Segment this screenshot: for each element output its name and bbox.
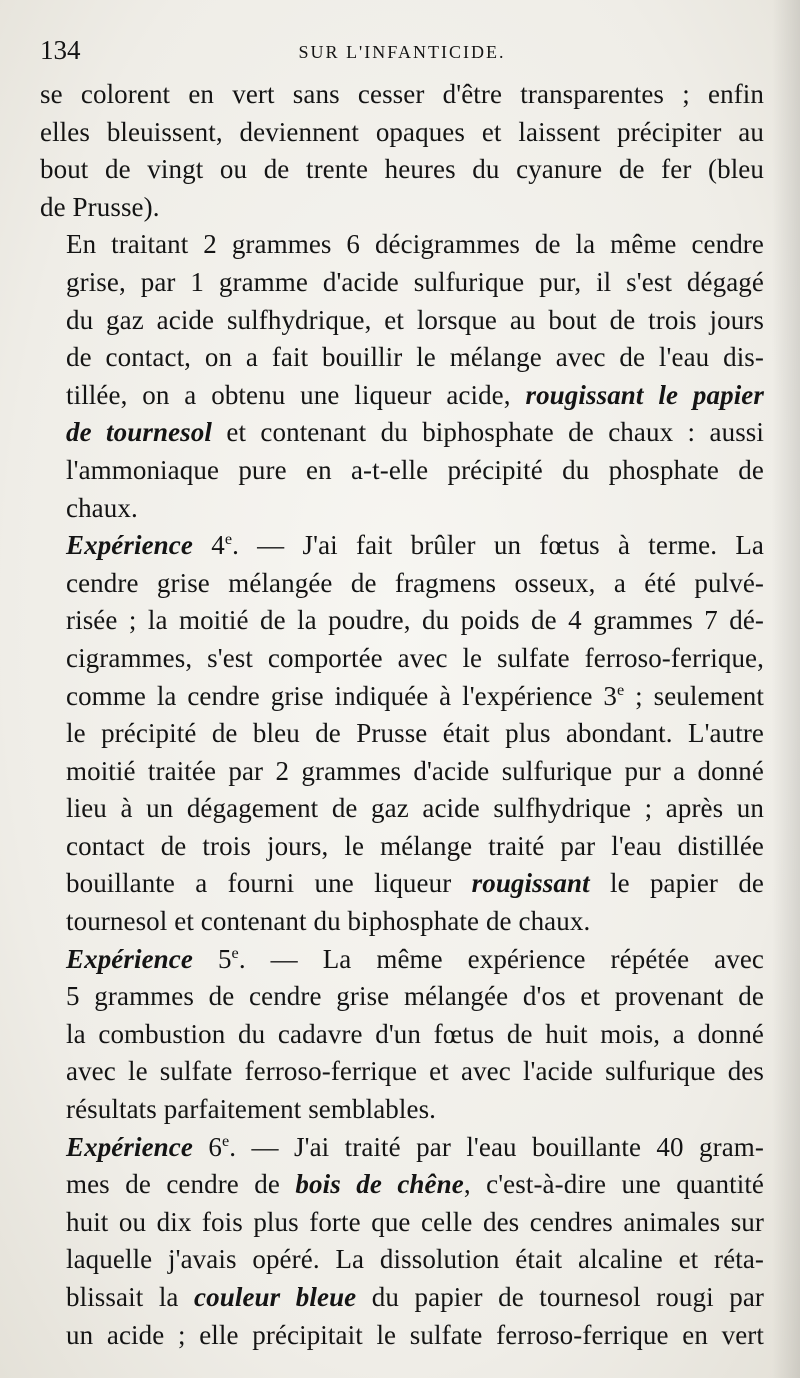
text-line: risée ; la moitié de la poudre, du poids de 4 grammes 7 dé-	[66, 605, 764, 636]
text-line: contact de trois jours, le mélange traité par l'eau distillée	[66, 830, 764, 861]
italic-emphasis: rougissant	[471, 868, 590, 899]
text-line: Expérience 5e. — La même expérience répétée avec	[66, 943, 764, 974]
text-line: de contact, on a fait bouillir le mélange avec de l'eau dis-	[66, 342, 764, 373]
text-line: cendre grise mélangée de fragmens osseux, a été pulvé-	[66, 567, 764, 598]
italic-emphasis: bois de chêne	[295, 1169, 464, 1200]
ordinal-superscript: e	[224, 530, 233, 549]
text-line: huit ou dix fois plus forte que celle des cendres animales sur	[66, 1206, 764, 1237]
italic-emphasis: Expérience	[66, 943, 193, 974]
paragraph	[40, 1129, 764, 1355]
text-line: Expérience 6e. — J'ai traité par l'eau bouillante 40 gram-	[66, 1131, 764, 1162]
text-line: la combustion du cadavre d'un fœtus de huit mois, a donné	[66, 1018, 764, 1049]
text-line: Expérience 4e. — J'ai fait brûler un fœtus à terme. La	[66, 530, 765, 561]
paragraph	[40, 527, 764, 941]
text-line: En traitant 2 grammes 6 décigrammes de la même cendre	[66, 229, 764, 260]
text-line: mes de cendre de bois de chêne, c'est-à-dire une quantité	[66, 1169, 765, 1200]
text-line: le précipité de bleu de Prusse était plus abondant. L'autre	[66, 718, 764, 749]
text-line: elles bleuissent, deviennent opaques et laissent précipiter au	[40, 116, 764, 147]
running-title: SUR L'INFANTICIDE.	[298, 42, 506, 62]
text-line: un acide ; elle précipitait le sulfate ferroso-ferrique en vert	[66, 1319, 764, 1350]
paragraph	[40, 941, 764, 1129]
ordinal-superscript: e	[231, 943, 239, 962]
text-line: du gaz acide sulfhydrique, et lorsque au bout de trois jours	[66, 304, 764, 335]
italic-emphasis: de tournesol	[66, 417, 212, 448]
page-number: 134	[40, 35, 81, 65]
body-text	[40, 76, 764, 1354]
text-line: résultats parfaitement semblables.	[66, 1094, 437, 1125]
text-line: chaux.	[66, 492, 138, 523]
text-line: de Prusse).	[40, 191, 160, 222]
italic-emphasis: rougissant le papier	[525, 379, 764, 410]
text-line: se colorent en vert sans cesser d'être transparentes ; enfin	[40, 79, 764, 109]
italic-emphasis: couleur bleue	[194, 1282, 357, 1312]
text-line: de tournesol et contenant du biphosphate de chaux : aussi	[66, 417, 765, 448]
text-line: laquelle j'avais opéré. La dissolution était alcaline et réta-	[66, 1244, 764, 1275]
text-line: moitié traitée par 2 grammes d'acide sulfurique pur a donné	[66, 755, 764, 786]
text-line: 5 grammes de cendre grise mélangée d'os et provenant de	[66, 981, 764, 1012]
ordinal-superscript: e	[617, 680, 625, 699]
text-line: blissait la couleur bleue du papier de tournesol rougi par	[66, 1282, 764, 1312]
text-line: avec le sulfate ferroso-ferrique et avec l'acide sulfurique des	[66, 1056, 764, 1087]
text-line: l'ammoniaque pure en a-t-elle précipité du phosphate de	[66, 454, 764, 485]
text-line: tournesol et contenant du biphosphate de chaux.	[66, 906, 591, 937]
text-line: tillée, on a obtenu une liqueur acide, rougissant le papier	[66, 379, 764, 410]
text-line: bouillante a fourni une liqueur rougissant le papier de	[66, 868, 764, 899]
text-line: comme la cendre grise indiquée à l'expérience 3e ; seulement	[66, 680, 764, 711]
paragraph	[40, 226, 764, 527]
text-line: lieu à un dégagement de gaz acide sulfhydrique ; après un	[66, 793, 764, 824]
italic-emphasis: Expérience	[66, 1131, 193, 1162]
italic-emphasis: Expérience	[66, 530, 193, 561]
ordinal-superscript: e	[221, 1131, 230, 1150]
running-head	[40, 30, 764, 70]
paragraph	[40, 76, 764, 226]
text-line: cigrammes, s'est comportée avec le sulfate ferroso-ferrique,	[66, 642, 764, 673]
text-line: grise, par 1 gramme d'acide sulfurique pur, il s'est dégagé	[66, 266, 764, 297]
text-line: bout de vingt ou de trente heures du cyanure de fer (bleu	[40, 154, 764, 185]
